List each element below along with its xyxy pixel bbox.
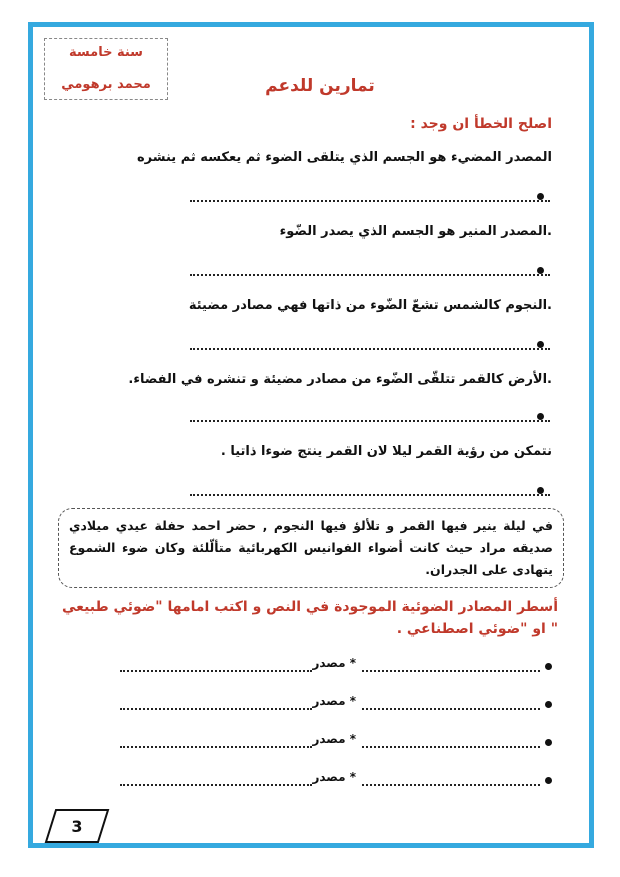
source-type-line[interactable] <box>120 774 312 786</box>
source-row <box>120 772 552 788</box>
statement-4: .الأرض كالقمر تتلقّى الضّوء من مصادر مضيئة و تنشره في الفضاء. <box>128 372 552 387</box>
source-row <box>120 696 552 712</box>
bullet-icon <box>537 413 544 420</box>
bullet-icon <box>545 701 552 708</box>
page-number: 3 <box>71 817 83 836</box>
source-row <box>120 734 552 750</box>
page-number-box <box>44 808 110 844</box>
bullet-icon <box>537 487 544 494</box>
exercise2-instruction: أسطر المصادر الضوئية الموجودة في النص و اكتب امامها "ضوئي طبيعي " او "ضوئي اصطناعي . <box>62 599 558 637</box>
info-box <box>44 38 168 100</box>
answer-line-5[interactable] <box>190 482 550 496</box>
source-type-line[interactable] <box>120 660 312 672</box>
source-name-line[interactable] <box>362 774 540 786</box>
source-row <box>120 658 552 674</box>
answer-line-3[interactable] <box>190 336 550 350</box>
bullet-icon <box>537 341 544 348</box>
statement-5: نتمكن من رؤية القمر ليلا لان القمر ينتج ضوءا ذاتيا . <box>220 444 552 459</box>
statement-3: .النجوم كالشمس تشعّ الضّوء من ذاتها فهي مصادر مضيئة <box>188 298 552 313</box>
exercise1-instruction: اصلح الخطأ ان وجد : <box>410 116 552 132</box>
source-label: * مصدر <box>312 656 356 670</box>
bullet-icon <box>545 739 552 746</box>
source-label: * مصدر <box>312 770 356 784</box>
source-name-line[interactable] <box>362 698 540 710</box>
teacher-name: محمد برهومي <box>61 77 151 92</box>
source-label: * مصدر <box>312 732 356 746</box>
bullet-icon <box>545 777 552 784</box>
source-name-line[interactable] <box>362 660 540 672</box>
statement-1: المصدر المضيء هو الجسم الذي يتلقى الضوء ثم يعكسه ثم ينشره <box>137 150 552 165</box>
source-label: * مصدر <box>312 694 356 708</box>
answer-line-2[interactable] <box>190 262 550 276</box>
answer-line-4[interactable] <box>190 408 550 422</box>
source-type-line[interactable] <box>120 698 312 710</box>
bullet-icon <box>537 193 544 200</box>
source-type-line[interactable] <box>120 736 312 748</box>
grade-label: سنة خامسة <box>69 45 143 60</box>
reading-passage: في ليلة ينير فيها القمر و تلألؤ فيها النجوم , حضر احمد حفلة عيدي ميلادي صديقه مراد حيث كانت أضواء الفوانيس الكهربائية متألّلئة وكان ضوء الشموع يتهادى على الجدران. <box>58 508 564 588</box>
bullet-icon <box>537 267 544 274</box>
source-name-line[interactable] <box>362 736 540 748</box>
page-border <box>28 22 594 848</box>
statement-2: .المصدر المنير هو الجسم الذي يصدر الضّوء <box>279 224 552 239</box>
answer-line-1[interactable] <box>190 188 550 202</box>
page-title: تمارين للدعم <box>265 76 375 96</box>
bullet-icon <box>545 663 552 670</box>
